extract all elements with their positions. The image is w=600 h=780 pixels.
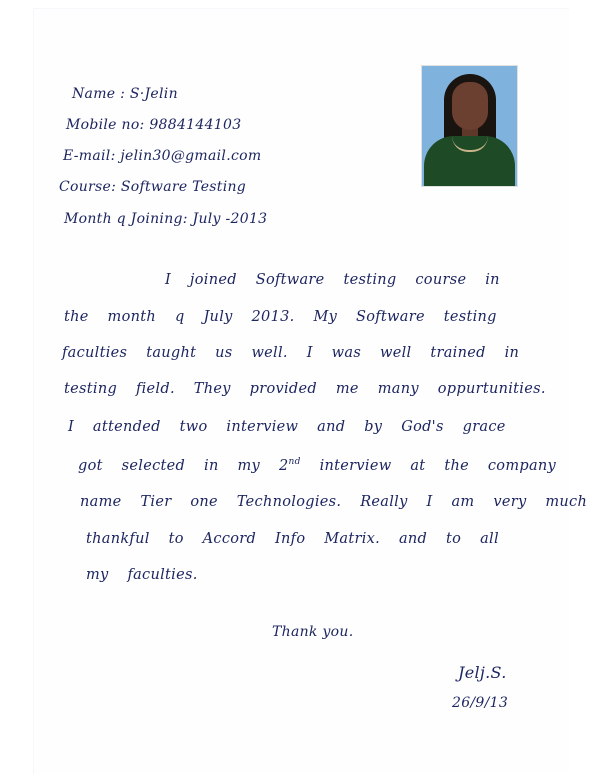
body-line-6-start: got selected in my <box>78 457 261 474</box>
photo-face <box>452 82 488 130</box>
body-line-2: the month q July 2013. My Software testing <box>64 309 497 325</box>
joining-field: Month q Joining: July -2013 <box>64 211 268 227</box>
thank-you-text: Thank you. <box>272 624 354 640</box>
mobile-field: Mobile no: 9884144103 <box>66 117 242 133</box>
ordinal-number: 2 <box>278 457 289 474</box>
signature: Jelj.S. <box>458 663 507 682</box>
email-field: E-mail: jelin30@gmail.com <box>63 148 262 164</box>
date-text: 26/9/13 <box>452 695 509 711</box>
body-line-8: thankful to Accord Info Matrix. and to all <box>86 531 499 547</box>
ordinal-suffix: nd <box>288 457 301 467</box>
body-line-7: name Tier one Technologies. Really I am very much <box>80 494 588 510</box>
body-line-3: faculties taught us well. I was well trained in <box>62 345 520 361</box>
body-line-1: I joined Software testing course in <box>165 272 500 288</box>
body-line-4: testing field. They provided me many oppurtunities. <box>64 381 546 397</box>
body-line-6-end: interview at the company <box>319 457 557 474</box>
body-line-5: I attended two interview and by God's grace <box>68 419 506 435</box>
passport-photo <box>421 65 518 187</box>
name-field: Name : S·Jelin <box>72 86 178 102</box>
body-line-6 <box>78 457 556 474</box>
body-line-9: my faculties. <box>86 567 198 583</box>
course-field: Course: Software Testing <box>59 179 247 195</box>
